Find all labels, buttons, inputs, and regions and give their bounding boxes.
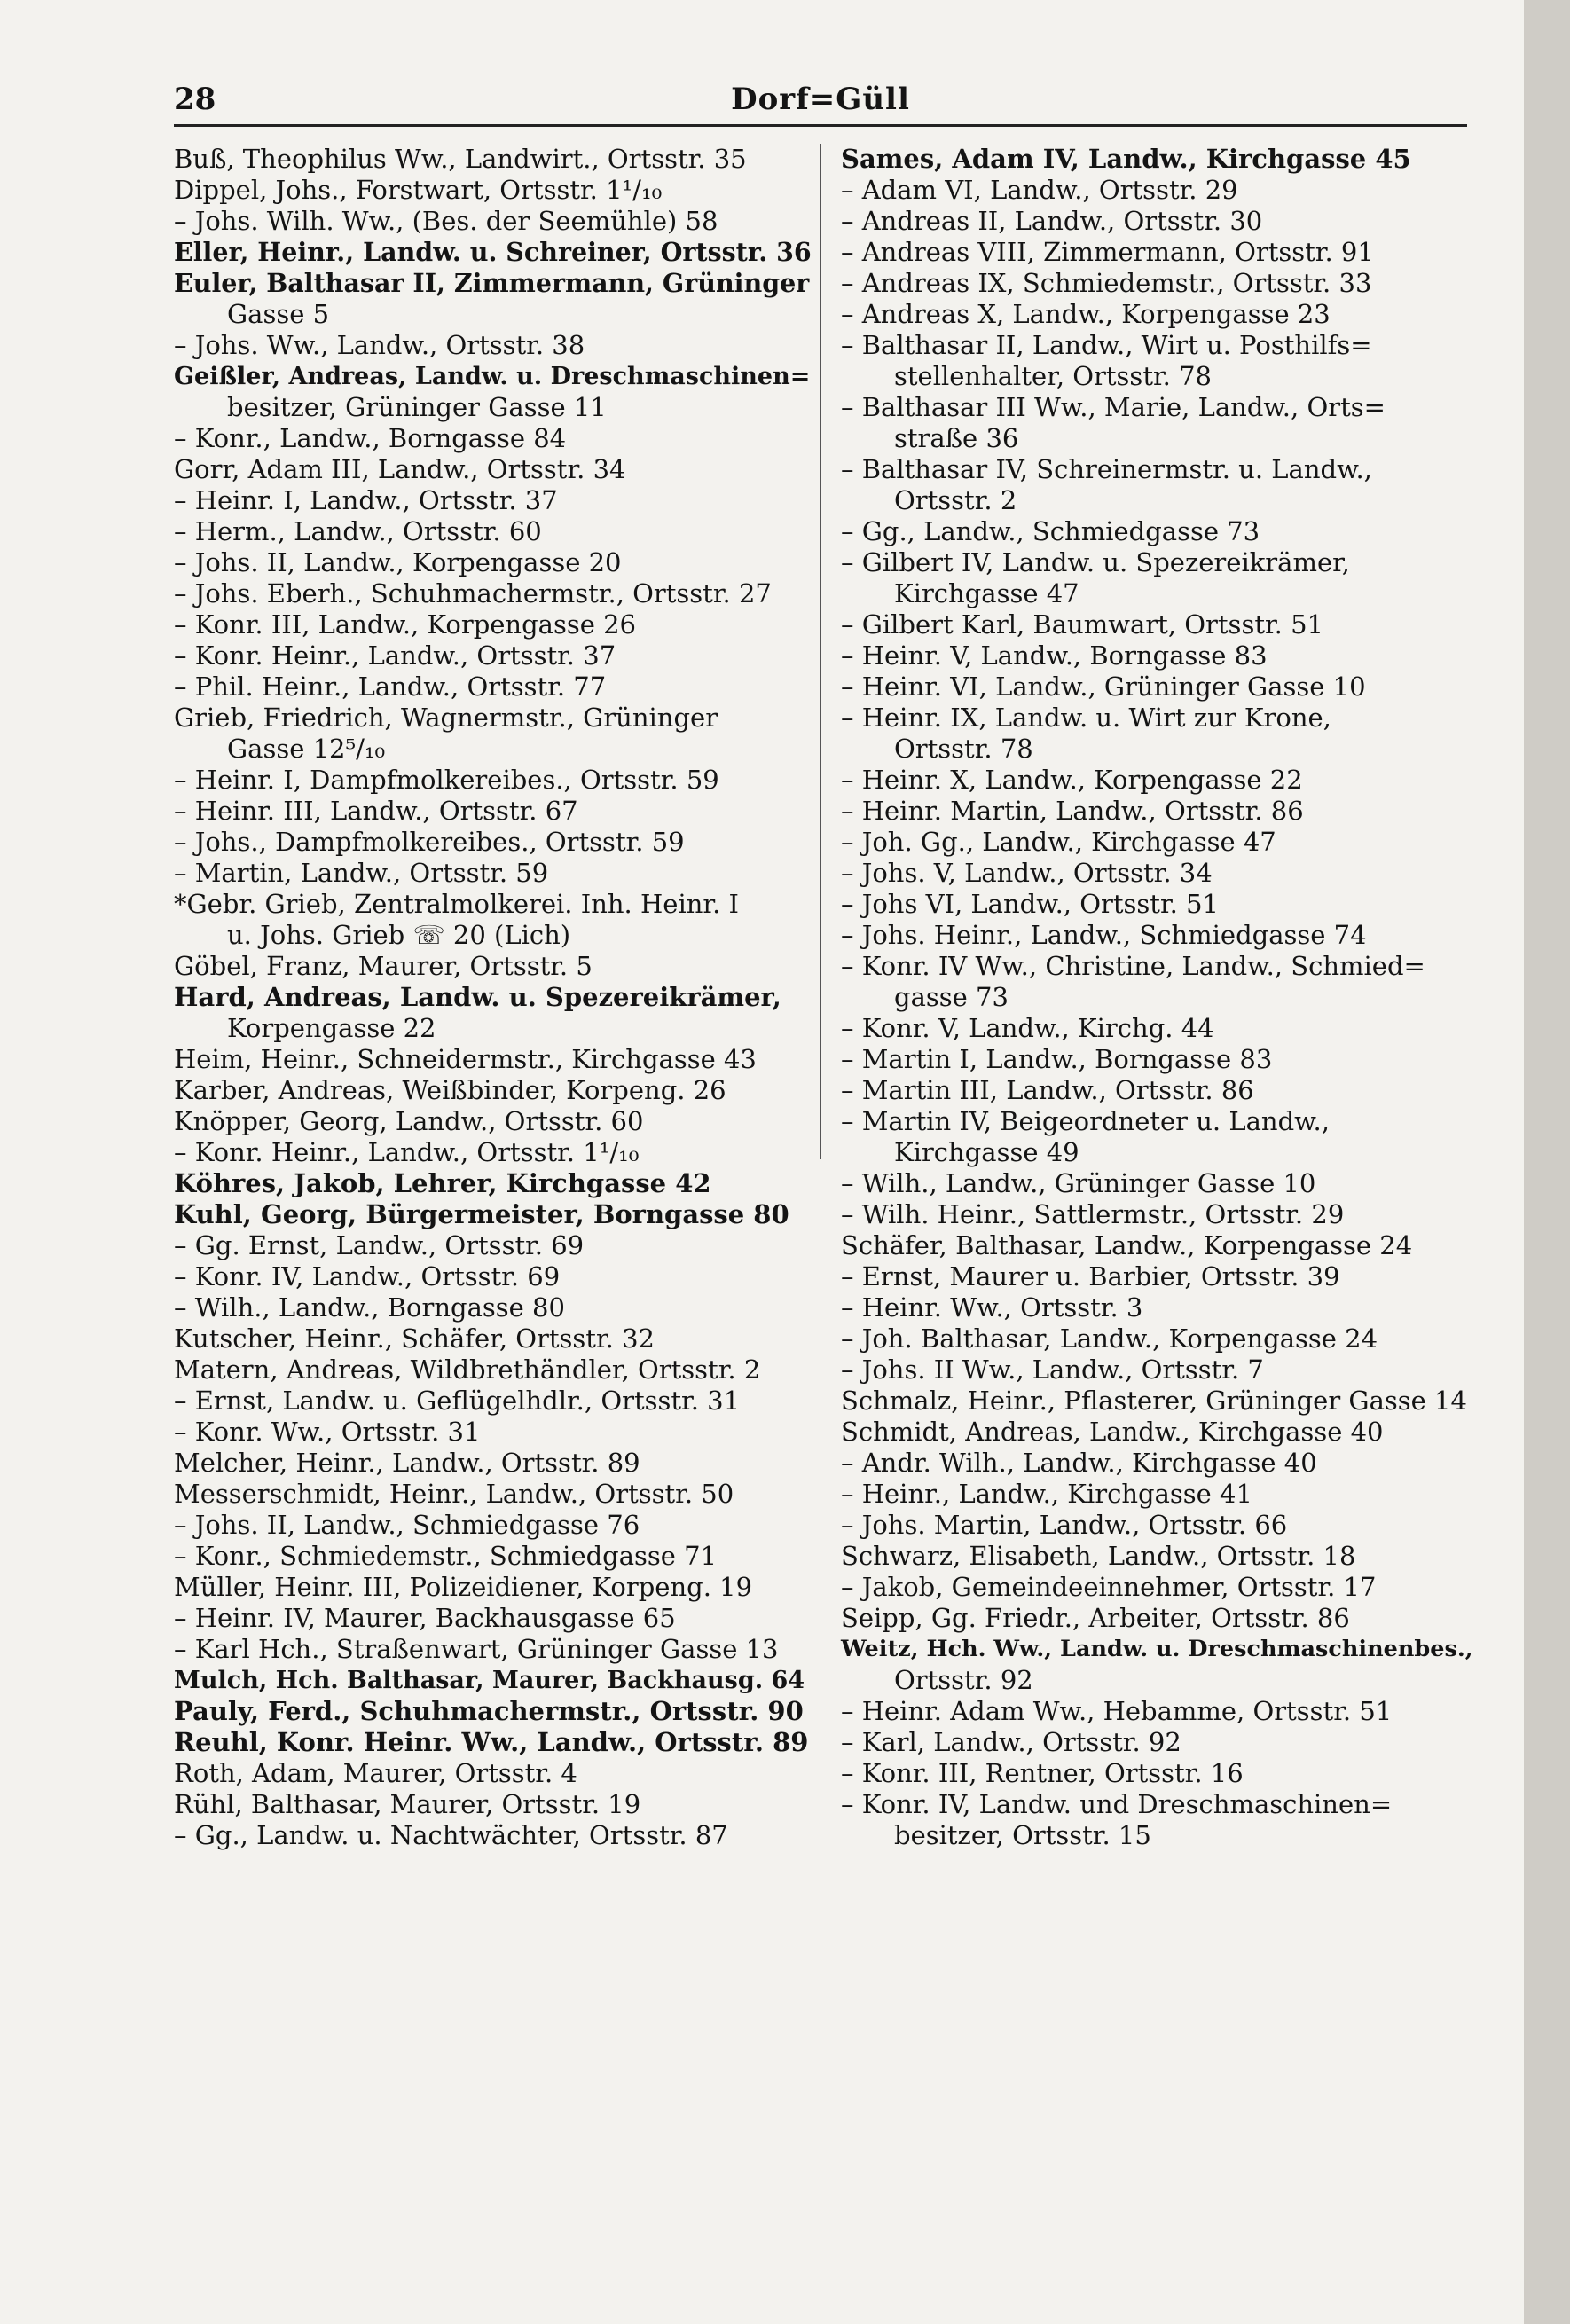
page-header [174, 80, 1467, 127]
directory-entry: – Johs. II Ww., Landw., Ortsstr. 7 [841, 1354, 1264, 1385]
directory-entry: – Heinr. I, Dampfmolkereibes., Ortsstr. 59 [174, 765, 719, 795]
directory-entry: Kirchgasse 49 [894, 1137, 1079, 1167]
directory-entry: Kutscher, Heinr., Schäfer, Ortsstr. 32 [174, 1323, 655, 1354]
directory-entry: – Ernst, Landw. u. Geflügelhdlr., Ortsstr. 31 [174, 1386, 741, 1416]
directory-entry: – Karl Hch., Straßenwart, Grüninger Gasse 13 [174, 1634, 779, 1664]
directory-entry: – Martin, Landw., Ortsstr. 59 [174, 858, 549, 888]
directory-entry: – Konr. V, Landw., Kirchg. 44 [841, 1013, 1214, 1043]
directory-entry: – Heinr. Adam Ww., Hebamme, Ortsstr. 51 [841, 1696, 1393, 1726]
directory-entry: – Konr., Schmiedemstr., Schmiedgasse 71 [174, 1541, 718, 1571]
directory-entry: Gasse 5 [227, 299, 330, 329]
directory-entry: Reuhl, Konr. Heinr. Ww., Landw., Ortsstr. 89 [174, 1727, 809, 1757]
directory-entry: – Gg., Landw. u. Nachtwächter, Ortsstr. 87 [174, 1820, 728, 1850]
directory-entry: Schäfer, Balthasar, Landw., Korpengasse 24 [841, 1230, 1413, 1260]
bleed-through-area [174, 1304, 1467, 2280]
directory-entry: Matern, Andreas, Wildbrethändler, Ortsstr. 2 [174, 1354, 761, 1385]
directory-entry: – Heinr. Ww., Ortsstr. 3 [841, 1292, 1143, 1323]
directory-entry: Grieb, Friedrich, Wagnermstr., Grüninger [174, 703, 718, 733]
directory-entry: – Balthasar II, Landw., Wirt u. Posthilfs= [841, 330, 1372, 360]
directory-entry: – Wilh., Landw., Borngasse 80 [174, 1292, 565, 1323]
directory-entry: Karber, Andreas, Weißbinder, Korpeng. 26 [174, 1075, 726, 1105]
directory-entry: – Johs. Wilh. Ww., (Bes. der Seemühle) 58 [174, 206, 718, 236]
directory-entry: Knöpper, Georg, Landw., Ortsstr. 60 [174, 1106, 644, 1136]
directory-entry: – Karl, Landw., Ortsstr. 92 [841, 1727, 1181, 1757]
directory-entry: – Herm., Landw., Ortsstr. 60 [174, 516, 542, 546]
directory-entry: – Martin I, Landw., Borngasse 83 [841, 1044, 1273, 1074]
directory-entry: Heim, Heinr., Schneidermstr., Kirchgasse 43 [174, 1044, 757, 1074]
directory-entry: – Gilbert IV, Landw. u. Spezereikrämer, [841, 547, 1350, 577]
directory-entry: – Andreas II, Landw., Ortsstr. 30 [841, 206, 1263, 236]
directory-entry: Buß, Theophilus Ww., Landwirt., Ortsstr. 35 [174, 144, 747, 174]
directory-entry: Schmidt, Andreas, Landw., Kirchgasse 40 [841, 1417, 1384, 1447]
directory-entry: Messerschmidt, Heinr., Landw., Ortsstr. 50 [174, 1479, 734, 1509]
directory-entry: Pauly, Ferd., Schuhmachermstr., Ortsstr. 90 [174, 1696, 804, 1726]
directory-entry: Schwarz, Elisabeth, Landw., Ortsstr. 18 [841, 1541, 1356, 1571]
directory-entry: – Konr. IV, Landw., Ortsstr. 69 [174, 1261, 561, 1292]
directory-entry: straße 36 [894, 423, 1019, 453]
directory-entry: – Heinr. X, Landw., Korpengasse 22 [841, 765, 1303, 795]
directory-entry: – Phil. Heinr., Landw., Ortsstr. 77 [174, 671, 607, 702]
directory-entry: – Heinr. I, Landw., Ortsstr. 37 [174, 485, 558, 515]
directory-entry: Ortsstr. 2 [894, 485, 1017, 515]
directory-entry: – Johs. Martin, Landw., Ortsstr. 66 [841, 1510, 1288, 1540]
directory-entry: stellenhalter, Ortsstr. 78 [894, 361, 1212, 391]
page-title: Dorf=Güll [731, 82, 910, 117]
directory-entry: – Gg. Ernst, Landw., Ortsstr. 69 [174, 1230, 585, 1260]
directory-entry: Weitz, Hch. Ww., Landw. u. Dreschmaschinenbes., [841, 1636, 1473, 1662]
directory-entry: – Konr. Ww., Ortsstr. 31 [174, 1417, 481, 1447]
directory-entry: – Ernst, Maurer u. Barbier, Ortsstr. 39 [841, 1261, 1340, 1292]
directory-entry: – Konr. III, Landw., Korpengasse 26 [174, 609, 636, 640]
directory-entry: – Heinr. IX, Landw. u. Wirt zur Krone, [841, 703, 1331, 733]
directory-entry: – Konr., Landw., Borngasse 84 [174, 423, 567, 453]
directory-entry: – Johs., Dampfmolkereibes., Ortsstr. 59 [174, 827, 685, 857]
directory-entry: – Heinr. III, Landw., Ortsstr. 67 [174, 796, 578, 826]
directory-entry: – Johs. Ww., Landw., Ortsstr. 38 [174, 330, 585, 360]
directory-entry: – Konr. Heinr., Landw., Ortsstr. 1¹/₁₀ [174, 1137, 640, 1167]
directory-entry: – Joh. Balthasar, Landw., Korpengasse 24 [841, 1323, 1378, 1354]
directory-entry: Korpengasse 22 [227, 1013, 436, 1043]
directory-entry: Sames, Adam IV, Landw., Kirchgasse 45 [841, 144, 1411, 174]
directory-entry: Roth, Adam, Maurer, Ortsstr. 4 [174, 1758, 577, 1788]
directory-entry: – Balthasar III Ww., Marie, Landw., Orts= [841, 392, 1386, 422]
directory-entry: – Heinr. Martin, Landw., Ortsstr. 86 [841, 796, 1304, 826]
directory-entry: – Martin III, Landw., Ortsstr. 86 [841, 1075, 1254, 1105]
page-edge [1524, 0, 1570, 2324]
page-number: 28 [174, 82, 216, 117]
directory-entry: Gorr, Adam III, Landw., Ortsstr. 34 [174, 454, 626, 484]
directory-entry: – Wilh. Heinr., Sattlermstr., Ortsstr. 29 [841, 1199, 1345, 1229]
directory-entry: – Gilbert Karl, Baumwart, Ortsstr. 51 [841, 609, 1323, 640]
directory-entry: – Konr. Heinr., Landw., Ortsstr. 37 [174, 640, 616, 671]
directory-entry: – Gg., Landw., Schmiedgasse 73 [841, 516, 1260, 546]
directory-entry: – Johs. Heinr., Landw., Schmiedgasse 74 [841, 920, 1367, 950]
directory-entry: Eller, Heinr., Landw. u. Schreiner, Ortsstr. 36 [174, 237, 812, 267]
directory-entry: – Andreas X, Landw., Korpengasse 23 [841, 299, 1331, 329]
directory-entry: – Heinr. V, Landw., Borngasse 83 [841, 640, 1268, 671]
directory-entry: besitzer, Grüninger Gasse 11 [227, 392, 607, 422]
directory-entry: Schmalz, Heinr., Pflasterer, Grüninger Gasse 14 [841, 1386, 1467, 1416]
directory-entry: Ortsstr. 92 [894, 1665, 1033, 1695]
directory-entry: u. Johs. Grieb ☏ 20 (Lich) [227, 920, 571, 950]
column-divider [820, 144, 821, 1159]
directory-entry: Kirchgasse 47 [894, 578, 1079, 608]
directory-entry: Hard, Andreas, Landw. u. Spezereikrämer, [174, 982, 781, 1012]
directory-entry: Melcher, Heinr., Landw., Ortsstr. 89 [174, 1448, 640, 1478]
directory-entry: – Andreas VIII, Zimmermann, Ortsstr. 91 [841, 237, 1374, 267]
directory-entry: – Johs. V, Landw., Ortsstr. 34 [841, 858, 1213, 888]
directory-entry: – Heinr. IV, Maurer, Backhausgasse 65 [174, 1603, 676, 1633]
directory-entry: – Johs. Eberh., Schuhmachermstr., Ortsstr. 27 [174, 578, 772, 608]
directory-entry: Göbel, Franz, Maurer, Ortsstr. 5 [174, 951, 593, 981]
directory-entry: Köhres, Jakob, Lehrer, Kirchgasse 42 [174, 1168, 711, 1198]
directory-entry: – Johs. II, Landw., Schmiedgasse 76 [174, 1510, 640, 1540]
directory-entry: Dippel, Johs., Forstwart, Ortsstr. 1¹/₁₀ [174, 175, 663, 205]
directory-entry: Ortsstr. 78 [894, 734, 1033, 764]
directory-entry: Gasse 12⁵/₁₀ [227, 734, 386, 764]
directory-entry: – Konr. III, Rentner, Ortsstr. 16 [841, 1758, 1244, 1788]
directory-entry: – Adam VI, Landw., Ortsstr. 29 [841, 175, 1238, 205]
directory-entry: – Johs. II, Landw., Korpengasse 20 [174, 547, 622, 577]
directory-entry: – Konr. IV Ww., Christine, Landw., Schmied= [841, 951, 1425, 981]
directory-entry: Rühl, Balthasar, Maurer, Ortsstr. 19 [174, 1789, 641, 1819]
directory-entry: Müller, Heinr. III, Polizeidiener, Korpeng. 19 [174, 1572, 753, 1602]
directory-entry: – Andreas IX, Schmiedemstr., Ortsstr. 33 [841, 268, 1372, 298]
directory-entry: – Johs VI, Landw., Ortsstr. 51 [841, 889, 1219, 919]
directory-entry: besitzer, Ortsstr. 15 [894, 1820, 1151, 1850]
directory-entry: – Heinr., Landw., Kirchgasse 41 [841, 1479, 1252, 1509]
directory-entry: – Andr. Wilh., Landw., Kirchgasse 40 [841, 1448, 1317, 1478]
directory-entry: *Gebr. Grieb, Zentralmolkerei. Inh. Heinr. I [174, 889, 739, 919]
directory-entry: – Jakob, Gemeindeeinnehmer, Ortsstr. 17 [841, 1572, 1377, 1602]
directory-entry: – Heinr. VI, Landw., Grüninger Gasse 10 [841, 671, 1366, 702]
directory-entry: gasse 73 [894, 982, 1009, 1012]
directory-entry: – Balthasar IV, Schreinermstr. u. Landw., [841, 454, 1372, 484]
directory-entry: Seipp, Gg. Friedr., Arbeiter, Ortsstr. 86 [841, 1603, 1350, 1633]
directory-entry: – Wilh., Landw., Grüninger Gasse 10 [841, 1168, 1316, 1198]
directory-entry: Mulch, Hch. Balthasar, Maurer, Backhausg. 64 [174, 1667, 805, 1694]
directory-entry: Geißler, Andreas, Landw. u. Dreschmaschinen= [174, 363, 811, 390]
directory-entry: – Konr. IV, Landw. und Dreschmaschinen= [841, 1789, 1393, 1819]
directory-entry: Kuhl, Georg, Bürgermeister, Borngasse 80 [174, 1199, 789, 1229]
directory-entry: – Martin IV, Beigeordneter u. Landw., [841, 1106, 1330, 1136]
directory-entry: Euler, Balthasar II, Zimmermann, Grüninger [174, 268, 810, 298]
directory-entry: – Joh. Gg., Landw., Kirchgasse 47 [841, 827, 1276, 857]
